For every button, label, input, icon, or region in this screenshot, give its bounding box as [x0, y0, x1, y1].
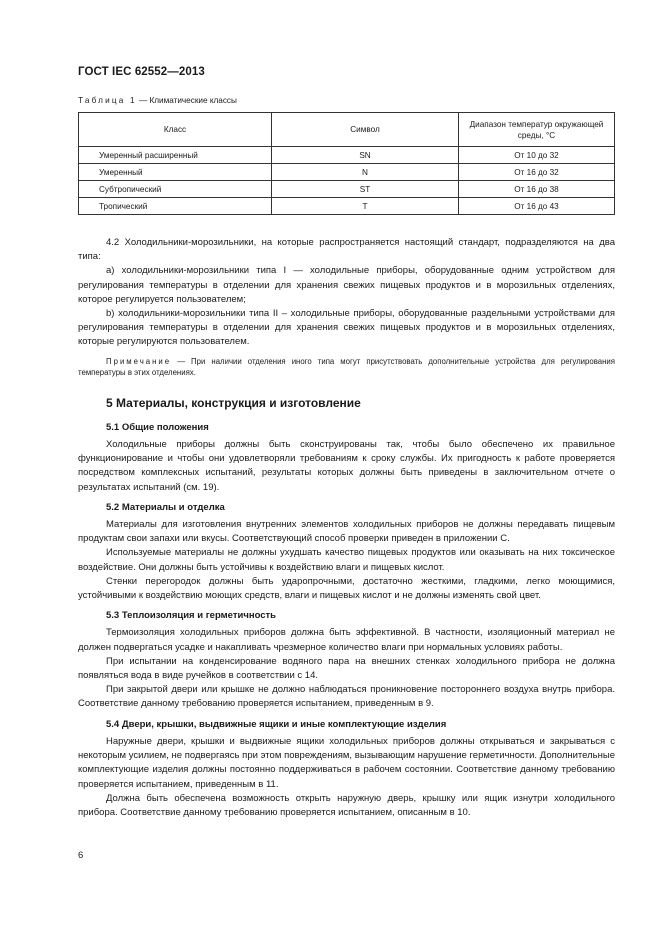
document-body: [78, 236, 615, 820]
table-caption-text: — Климатические классы: [136, 96, 237, 105]
section-title: 5 Материалы, конструкция и изготовление: [106, 395, 361, 410]
paragraph: 4.2 Холодильники-морозильники, на которые распространяется настоящий стандарт, подразделяются на два типа:: [78, 237, 615, 263]
paragraph: Материалы для изготовления внутренних элементов холодильных приборов не должны передавать пищевым продуктам свои запахи или вкусы. Соответствующий способ проверки приведен в приложении С.: [78, 519, 615, 545]
subsection-title: 5.2 Материалы и отделка: [106, 501, 225, 513]
table-header-cell: Диапазон температур окружающей среды, °С: [459, 113, 615, 147]
paragraph: Должна быть обеспечена возможность открыть наружную дверь, крышку или ящик изнутри холодильного прибора. Соответствие данному требованию проверяется испытанием, описанным в 10.: [78, 792, 615, 818]
paragraph: Стенки перегородок должны быть ударопрочными, достаточно жесткими, гладкими, легко моющимися, устойчивыми к воздействию моющих средств, влаги и пищевых кислот и не должны изменять свой цвет.: [78, 575, 615, 602]
table-cell: T: [272, 198, 459, 215]
page-number: 6: [78, 850, 84, 861]
table-cell: N: [272, 164, 459, 181]
table-cell: ST: [272, 181, 459, 198]
table-cell: Субтропический: [79, 181, 272, 198]
list-item: b) холодильники-морозильники типа II – холодильные приборы, оборудованные раздельными устройствами для регулирования температуры в отделении для хранения свежих пищевых продуктов и в морозильных отделениях, которые регулируются пользователем.: [78, 308, 615, 348]
subsection-title: 5.1 Общие положения: [106, 421, 209, 433]
climate-classes-table: [78, 112, 615, 215]
table-cell: От 16 до 32: [459, 164, 615, 181]
paragraph: Холодильные приборы должны быть сконструированы так, чтобы было обеспечено их правильное функционирование и чтобы они удовлетворяли требованиям к сроку службы. Их пригодность к работе проверяется посредством комплексных испытаний, результаты которых должны быть приведены в заключительном отчете о результатах испытаний (см. 19).: [78, 439, 615, 493]
table-header-row: [79, 113, 615, 147]
table-cell: Тропический: [79, 198, 272, 215]
paragraph: При испытании на конденсирование водяного пара на внешних стенках холодильного прибора не должна появляться вода в виде ручейков в соответствии с 14.: [78, 655, 615, 682]
paragraph: При закрытой двери или крышке не должно наблюдаться проникновение постороннего воздуха внутрь прибора. Соответствие данному требованию проверяется испытанием, приведенным в 9.: [78, 684, 615, 710]
document-header: ГОСТ IEC 62552—2013: [78, 66, 205, 78]
table-row: [79, 198, 615, 215]
table-row: [79, 164, 615, 181]
paragraph: Наружные двери, крышки и выдвижные ящики холодильных приборов должны открываться и закрываться с некоторым усилием, не подвергаясь при этом повреждениям, вызывающим нарушение герметичности. Дополнительные комплектующие изделия должны постоянно поддерживаться в рабочем состоянии. Соответствие данному требованию проверяется испытанием, приведенным в 11.: [78, 735, 615, 790]
table-row: [79, 181, 615, 198]
table-cell: От 16 до 43: [459, 198, 615, 215]
table-cell: Умеренный: [79, 164, 272, 181]
table-header-cell: Класс: [79, 113, 272, 147]
subsection-title: 5.4 Двери, крышки, выдвижные ящики и иные комплектующие изделия: [106, 718, 447, 730]
table-row: [79, 147, 615, 164]
table-caption: [78, 96, 237, 105]
table-cell: SN: [272, 147, 459, 164]
paragraph: Термоизоляция холодильных приборов должна быть эффективной. В частности, изоляционный материал не должен подвергаться усадке и накапливать чрезмерное количество влаги при нормальных условиях работы.: [78, 627, 615, 653]
table-cell: Умеренный расширенный: [79, 147, 272, 164]
table-header-cell: Символ: [272, 113, 459, 147]
subsection-title: 5.3 Теплоизоляция и герметичность: [106, 610, 277, 622]
note-text: — При наличии отделения иного типа могут присутствовать дополнительные устройства для регулирования температуры в этих отделениях.: [78, 356, 615, 378]
table-cell: От 10 до 32: [459, 147, 615, 164]
note-label: Примечание: [106, 356, 172, 366]
paragraph: Используемые материалы не должны ухудшать качество пищевых продуктов или оказывать на них токсическое воздействие. Они должны быть устойчивы к воздействию влаги и пищевых кислот.: [78, 547, 615, 573]
table-cell: От 16 до 38: [459, 181, 615, 198]
table-caption-label: Таблица 1: [78, 96, 137, 105]
list-item: a) холодильники-морозильники типа I — холодильные приборы, оборудованные одним устройством для регулирования температуры в отделении для хранения свежих пищевых продуктов и в морозильных отделениях, которое регулируется пользователем;: [78, 265, 615, 305]
note: [78, 356, 615, 379]
